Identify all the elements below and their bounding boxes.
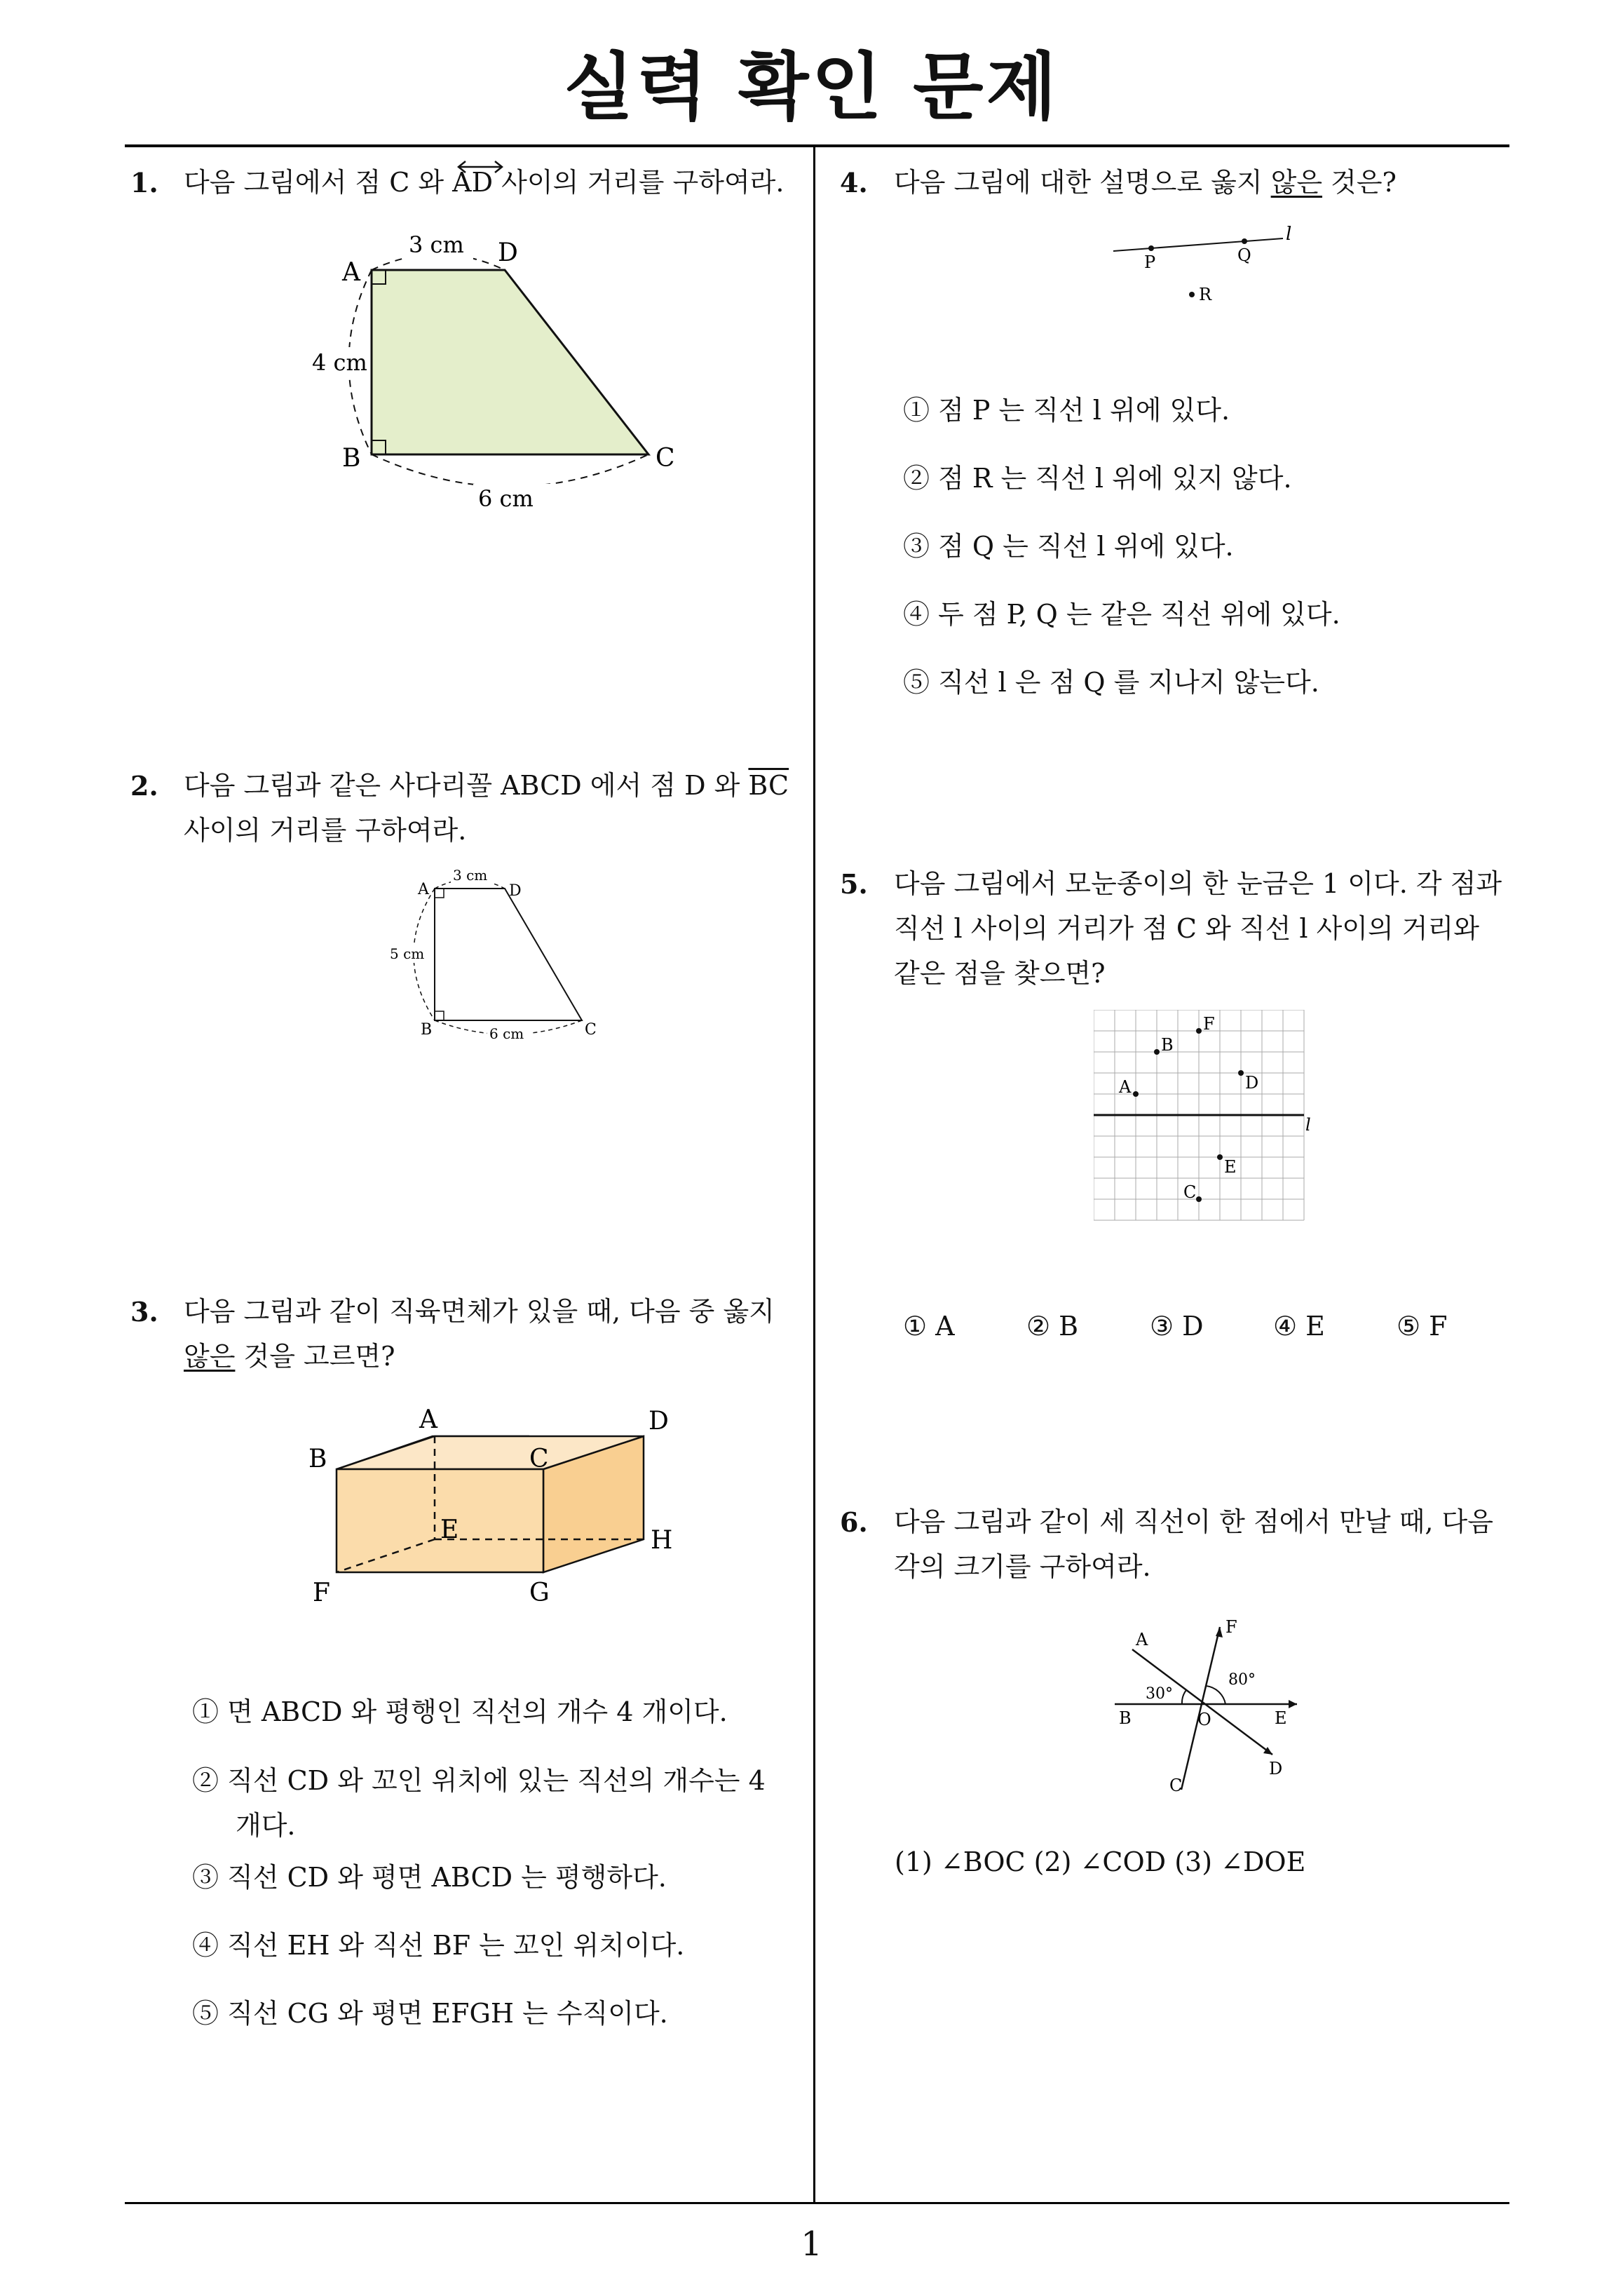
- q6-label-b: B: [1119, 1708, 1132, 1728]
- q5-line1: 다음 그림에서 모눈종이의 한 눈금은 1 이다. 각 점과: [894, 868, 1502, 899]
- q6-line-cf: [1181, 1627, 1220, 1790]
- q5-label-b: B: [1161, 1035, 1174, 1055]
- q5-label-c: C: [1183, 1182, 1197, 1202]
- q5-line2: 직선 l 사이의 거리가 점 C 와 직선 l 사이의 거리와: [894, 913, 1479, 944]
- q4-label-p: P: [1144, 252, 1156, 272]
- q3-line2-underlined: 않은: [184, 1341, 236, 1372]
- q2-segment: $\overline{BC}$: [748, 770, 789, 801]
- q6-arc-30: [1182, 1690, 1186, 1704]
- q3-number: 3.: [130, 1296, 158, 1328]
- q6-label-o: O: [1197, 1710, 1211, 1729]
- q4-point-p: [1148, 245, 1154, 251]
- q4-point-q: [1242, 238, 1247, 244]
- q6-label-c: C: [1169, 1776, 1183, 1795]
- q1-label-c: C: [656, 444, 675, 473]
- q5-point-a: [1133, 1091, 1139, 1097]
- q1-label-b: B: [342, 444, 361, 473]
- q1-label-d: D: [498, 238, 518, 267]
- q5-number: 5.: [840, 868, 868, 900]
- q3-label-h: H: [651, 1526, 673, 1555]
- q3-label-b: B: [308, 1445, 327, 1473]
- q1-line-arrow: [456, 160, 505, 174]
- q4-text: [894, 160, 1397, 205]
- q1-segment: AD: [452, 167, 494, 198]
- q1-length-left: 4 cm: [312, 349, 367, 376]
- q4-point-r: [1189, 292, 1195, 297]
- q1-label-a: A: [342, 258, 360, 287]
- q3-label-a: A: [419, 1405, 437, 1434]
- q5-option-3[interactable]: ③ D: [1150, 1311, 1204, 1342]
- q3-label-g: G: [529, 1579, 550, 1607]
- q3-figure: [294, 1403, 687, 1613]
- q3-label-d: D: [648, 1407, 669, 1436]
- q5-figure: [1094, 1010, 1318, 1227]
- q4-option-1[interactable]: ① 점 P 는 직선 l 위에 있다.: [903, 395, 1230, 426]
- q4-text-a: 다음 그림에 대한 설명으로 옳지: [894, 167, 1271, 198]
- q2-label-d: D: [509, 882, 522, 900]
- q2-line2: 사이의 거리를 구하여라.: [184, 815, 467, 846]
- q4-option-5[interactable]: ⑤ 직선 l 은 점 Q 를 지나지 않는다.: [903, 667, 1319, 698]
- q5-point-f: [1196, 1028, 1202, 1034]
- q3-option-1[interactable]: ① 면 ABCD 와 평행인 직선의 개수 4 개이다.: [192, 1696, 728, 1727]
- q2-text: [184, 763, 789, 853]
- q3-label-c: C: [529, 1445, 549, 1473]
- q2-label-c: C: [585, 1021, 597, 1039]
- q6-label-f: F: [1225, 1617, 1237, 1637]
- q6-figure: [1101, 1606, 1311, 1809]
- q2-number: 2.: [130, 770, 158, 802]
- q2-label-b: B: [421, 1021, 433, 1039]
- q6-answer-line: (1) ∠BOC (2) ∠COD (3) ∠DOE: [895, 1846, 1306, 1877]
- q1-dash-bottom: [372, 454, 648, 487]
- q5-point-c: [1196, 1196, 1202, 1202]
- q4-number: 4.: [840, 167, 868, 198]
- q4-label-l: l: [1286, 224, 1292, 245]
- page-number: 1: [801, 2224, 822, 2264]
- q2-length-bottom: 6 cm: [489, 1025, 524, 1042]
- q4-line-l: [1113, 238, 1283, 251]
- q5-option-5[interactable]: ⑤ F: [1397, 1311, 1448, 1342]
- q5-point-b: [1154, 1049, 1160, 1055]
- q5-label-a: A: [1119, 1077, 1132, 1097]
- q4-option-2[interactable]: ② 점 R 는 직선 l 위에 있지 않다.: [903, 463, 1292, 494]
- q6-angle-80: 80°: [1228, 1671, 1256, 1689]
- q2-trapezoid: [435, 889, 582, 1020]
- q1-trapezoid: [372, 270, 648, 454]
- q3-line1: 다음 그림과 같이 직육면체가 있을 때, 다음 중 옳지: [184, 1296, 775, 1327]
- q5-option-4[interactable]: ④ E: [1273, 1311, 1325, 1342]
- q1-number: 1.: [130, 167, 158, 198]
- q6-text: [894, 1499, 1493, 1589]
- q5-line3: 같은 점을 찾으면?: [894, 958, 1106, 989]
- q3-option-2[interactable]: ② 직선 CD 와 꼬인 위치에 있는 직선의 개수는 4: [192, 1765, 766, 1796]
- q6-label-a: A: [1136, 1630, 1148, 1649]
- page-title: 실력 확인 문제: [563, 44, 1060, 130]
- q4-label-q: Q: [1237, 245, 1251, 265]
- q5-point-d: [1238, 1070, 1244, 1076]
- footer-rule: [125, 2202, 1509, 2204]
- q4-text-underlined: 않은: [1270, 167, 1323, 198]
- column-divider: [813, 146, 815, 2203]
- q6-label-e: E: [1275, 1708, 1287, 1728]
- q5-point-e: [1217, 1154, 1223, 1160]
- q3-text: [184, 1289, 775, 1379]
- q5-text: [894, 861, 1502, 996]
- q5-option-2[interactable]: ② B: [1026, 1311, 1079, 1342]
- q5-label-d: D: [1245, 1073, 1259, 1093]
- q4-option-3[interactable]: ③ 점 Q 는 직선 l 위에 있다.: [903, 531, 1234, 562]
- q4-figure: [1108, 223, 1304, 314]
- q6-angle-30: 30°: [1146, 1685, 1173, 1703]
- q4-option-4[interactable]: ④ 두 점 P, Q 는 같은 직선 위에 있다.: [903, 599, 1340, 630]
- q5-label-l: l: [1305, 1115, 1311, 1135]
- q1-text-b: 사이의 거리를 구하여라.: [493, 167, 785, 198]
- q1-length-top: 3 cm: [409, 231, 464, 258]
- q5-label-f: F: [1203, 1014, 1215, 1034]
- q5-label-e: E: [1224, 1157, 1237, 1177]
- q6-arc-80: [1206, 1686, 1225, 1704]
- q2-label-a: A: [418, 881, 429, 898]
- q1-length-bottom: 6 cm: [478, 485, 534, 512]
- q2-line1-a: 다음 그림과 같은 사다리꼴 ABCD 에서 점 D 와: [184, 770, 749, 801]
- header-rule: [125, 144, 1509, 147]
- q2-length-left: 5 cm: [390, 945, 425, 962]
- q3-option-2-cont: 개다.: [236, 1810, 296, 1841]
- q6-number: 6.: [840, 1506, 868, 1538]
- q5-option-1[interactable]: ① A: [903, 1311, 955, 1342]
- q3-line2-b: 것을 고르면?: [235, 1341, 395, 1372]
- q6-line1: 다음 그림과 같이 세 직선이 한 점에서 만날 때, 다음: [894, 1506, 1493, 1537]
- q1-figure: [294, 224, 701, 519]
- q2-figure: [379, 866, 610, 1048]
- q2-length-top: 3 cm: [453, 867, 488, 884]
- q3-option-5[interactable]: ⑤ 직선 CG 와 평면 EFGH 는 수직이다.: [192, 1998, 668, 2029]
- q6-label-d: D: [1269, 1759, 1283, 1778]
- q3-option-4[interactable]: ④ 직선 EH 와 직선 BF 는 꼬인 위치이다.: [192, 1930, 685, 1961]
- q3-label-f: F: [313, 1579, 330, 1607]
- q6-line2: 각의 크기를 구하여라.: [894, 1551, 1151, 1582]
- q1-text-a: 다음 그림에서 점 C 와: [184, 167, 453, 198]
- q4-label-r: R: [1199, 285, 1212, 304]
- q3-option-3[interactable]: ③ 직선 CD 와 평면 ABCD 는 평행하다.: [192, 1862, 667, 1893]
- q4-text-b: 것은?: [1322, 167, 1397, 198]
- q3-label-e: E: [440, 1515, 459, 1544]
